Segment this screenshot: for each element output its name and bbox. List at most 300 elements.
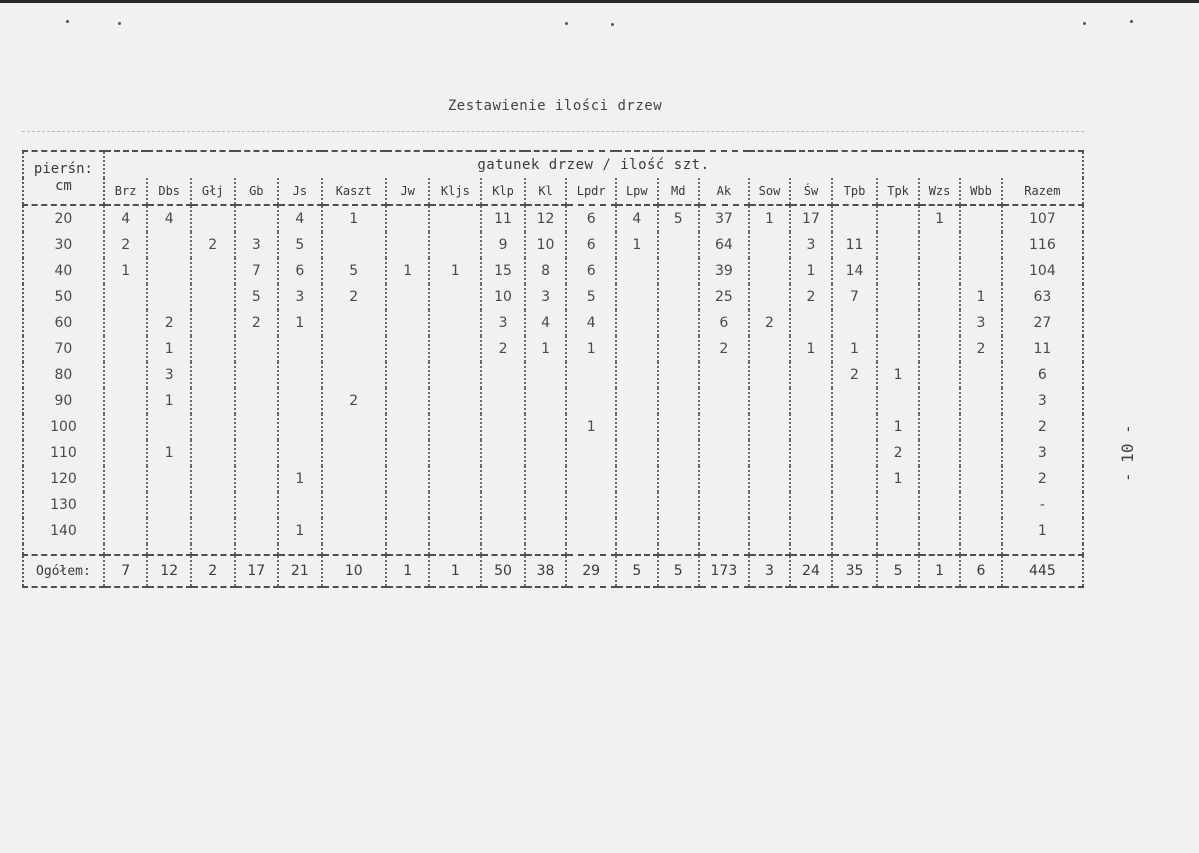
species-header-głj: Głj bbox=[191, 178, 235, 205]
count-cell bbox=[525, 466, 566, 492]
count-cell bbox=[566, 492, 616, 518]
count-cell bbox=[191, 518, 235, 544]
species-header-dbs: Dbs bbox=[147, 178, 191, 205]
count-cell bbox=[960, 232, 1001, 258]
count-cell: 6 bbox=[566, 258, 616, 284]
count-cell bbox=[429, 440, 481, 466]
total-cell: 50 bbox=[481, 555, 525, 587]
count-cell bbox=[616, 388, 657, 414]
count-cell bbox=[429, 466, 481, 492]
species-header-wzs: Wzs bbox=[919, 178, 960, 205]
count-cell bbox=[429, 518, 481, 544]
count-cell bbox=[322, 310, 386, 336]
count-cell bbox=[481, 466, 525, 492]
species-header-wbb: Wbb bbox=[960, 178, 1001, 205]
count-cell: 1 bbox=[877, 414, 918, 440]
count-cell bbox=[191, 336, 235, 362]
count-cell bbox=[919, 414, 960, 440]
count-cell: 11 bbox=[481, 205, 525, 232]
count-cell: 3 bbox=[960, 310, 1001, 336]
count-cell: 15 bbox=[481, 258, 525, 284]
count-cell: 6 bbox=[566, 232, 616, 258]
species-header-tpb: Tpb bbox=[832, 178, 878, 205]
count-cell: 1 bbox=[616, 232, 657, 258]
count-cell bbox=[147, 284, 191, 310]
count-cell bbox=[658, 440, 699, 466]
scan-speck bbox=[611, 23, 614, 26]
table-row bbox=[23, 232, 1083, 258]
count-cell bbox=[104, 414, 148, 440]
diameter-header bbox=[23, 151, 104, 205]
count-cell bbox=[235, 205, 279, 232]
count-cell: 12 bbox=[525, 205, 566, 232]
count-cell bbox=[616, 362, 657, 388]
count-cell bbox=[429, 414, 481, 440]
count-cell: 2 bbox=[832, 362, 878, 388]
count-cell: 11 bbox=[1002, 336, 1083, 362]
count-cell bbox=[877, 258, 918, 284]
count-cell bbox=[832, 492, 878, 518]
diameter-cell: 140 bbox=[23, 518, 104, 544]
count-cell bbox=[429, 492, 481, 518]
count-cell bbox=[658, 258, 699, 284]
count-cell bbox=[919, 362, 960, 388]
count-cell: 1 bbox=[147, 336, 191, 362]
spacer-cell bbox=[235, 544, 279, 555]
count-cell bbox=[386, 388, 430, 414]
count-cell bbox=[235, 336, 279, 362]
count-cell: 39 bbox=[699, 258, 749, 284]
count-cell bbox=[919, 336, 960, 362]
count-cell: 1 bbox=[832, 336, 878, 362]
count-cell: 1 bbox=[566, 414, 616, 440]
count-cell bbox=[658, 466, 699, 492]
count-cell: 17 bbox=[790, 205, 831, 232]
count-cell bbox=[749, 466, 790, 492]
totals-label: Ogółem: bbox=[23, 555, 104, 587]
scan-speck bbox=[118, 22, 121, 25]
count-cell bbox=[386, 492, 430, 518]
count-cell bbox=[429, 336, 481, 362]
table-row bbox=[23, 310, 1083, 336]
count-cell bbox=[877, 310, 918, 336]
diameter-cell: 120 bbox=[23, 466, 104, 492]
count-cell bbox=[386, 466, 430, 492]
count-cell bbox=[235, 518, 279, 544]
count-cell: 2 bbox=[191, 232, 235, 258]
count-cell: 1 bbox=[278, 310, 322, 336]
count-cell bbox=[191, 258, 235, 284]
count-cell: 1 bbox=[525, 336, 566, 362]
count-cell: 4 bbox=[525, 310, 566, 336]
species-header-brz: Brz bbox=[104, 178, 148, 205]
count-cell bbox=[525, 492, 566, 518]
count-cell: 25 bbox=[699, 284, 749, 310]
count-cell bbox=[566, 466, 616, 492]
count-cell: 107 bbox=[1002, 205, 1083, 232]
total-cell: 1 bbox=[386, 555, 430, 587]
count-cell bbox=[191, 388, 235, 414]
count-cell: 3 bbox=[235, 232, 279, 258]
count-cell bbox=[658, 414, 699, 440]
diameter-cell: 90 bbox=[23, 388, 104, 414]
count-cell bbox=[790, 466, 831, 492]
count-cell bbox=[790, 388, 831, 414]
count-cell bbox=[278, 336, 322, 362]
count-cell bbox=[658, 336, 699, 362]
count-cell bbox=[191, 440, 235, 466]
count-cell: 3 bbox=[147, 362, 191, 388]
total-cell: 12 bbox=[147, 555, 191, 587]
total-cell: 35 bbox=[832, 555, 878, 587]
count-cell bbox=[429, 232, 481, 258]
count-cell bbox=[322, 414, 386, 440]
count-cell bbox=[832, 440, 878, 466]
spacer-cell bbox=[699, 544, 749, 555]
table-row bbox=[23, 362, 1083, 388]
count-cell: 10 bbox=[525, 232, 566, 258]
count-cell: 5 bbox=[278, 232, 322, 258]
count-cell: 37 bbox=[699, 205, 749, 232]
count-cell bbox=[278, 414, 322, 440]
count-cell: 9 bbox=[481, 232, 525, 258]
scan-top-edge bbox=[0, 0, 1199, 3]
spacer-cell bbox=[23, 544, 104, 555]
total-cell: 445 bbox=[1002, 555, 1083, 587]
count-cell: 6 bbox=[699, 310, 749, 336]
count-cell bbox=[960, 205, 1001, 232]
count-cell bbox=[566, 388, 616, 414]
count-cell: 2 bbox=[481, 336, 525, 362]
table-row bbox=[23, 388, 1083, 414]
title-rule bbox=[22, 131, 1084, 132]
count-cell bbox=[322, 362, 386, 388]
count-cell: 2 bbox=[104, 232, 148, 258]
count-cell bbox=[386, 518, 430, 544]
count-cell bbox=[699, 518, 749, 544]
count-cell bbox=[481, 414, 525, 440]
total-cell: 10 bbox=[322, 555, 386, 587]
count-cell: 7 bbox=[235, 258, 279, 284]
count-cell: 4 bbox=[147, 205, 191, 232]
spacer-cell bbox=[429, 544, 481, 555]
total-cell: 173 bbox=[699, 555, 749, 587]
count-cell: 3 bbox=[278, 284, 322, 310]
count-cell bbox=[235, 492, 279, 518]
count-cell bbox=[278, 388, 322, 414]
totals-row bbox=[23, 555, 1083, 587]
count-cell bbox=[481, 362, 525, 388]
count-cell bbox=[877, 492, 918, 518]
count-cell bbox=[877, 336, 918, 362]
count-cell bbox=[699, 362, 749, 388]
count-cell bbox=[235, 362, 279, 388]
count-cell bbox=[525, 388, 566, 414]
species-header-razem: Razem bbox=[1002, 178, 1083, 205]
count-cell bbox=[278, 440, 322, 466]
spacer-cell bbox=[191, 544, 235, 555]
tree-count-table-container bbox=[22, 150, 1084, 636]
species-header-sow: Sow bbox=[749, 178, 790, 205]
count-cell bbox=[790, 492, 831, 518]
count-cell bbox=[749, 258, 790, 284]
spacer-cell bbox=[832, 544, 878, 555]
spacer-cell bbox=[790, 544, 831, 555]
count-cell bbox=[191, 466, 235, 492]
count-cell: 2 bbox=[877, 440, 918, 466]
count-cell bbox=[749, 388, 790, 414]
count-cell: 2 bbox=[235, 310, 279, 336]
total-cell: 1 bbox=[429, 555, 481, 587]
count-cell bbox=[658, 388, 699, 414]
header-row bbox=[23, 151, 1083, 178]
count-cell bbox=[104, 310, 148, 336]
diameter-cell: 20 bbox=[23, 205, 104, 232]
count-cell bbox=[960, 388, 1001, 414]
count-cell: 3 bbox=[481, 310, 525, 336]
count-cell bbox=[960, 440, 1001, 466]
count-cell bbox=[832, 518, 878, 544]
count-cell bbox=[749, 232, 790, 258]
tree-count-table bbox=[22, 150, 1084, 588]
diameter-cell: 130 bbox=[23, 492, 104, 518]
count-cell bbox=[658, 284, 699, 310]
count-cell bbox=[699, 388, 749, 414]
count-cell bbox=[147, 466, 191, 492]
count-cell bbox=[616, 492, 657, 518]
species-header-lpw: Lpw bbox=[616, 178, 657, 205]
count-cell bbox=[616, 414, 657, 440]
count-cell: 1 bbox=[960, 284, 1001, 310]
species-group-title: gatunek drzew / ilość szt. bbox=[104, 151, 1083, 178]
count-cell bbox=[919, 518, 960, 544]
count-cell bbox=[481, 518, 525, 544]
count-cell bbox=[386, 414, 430, 440]
table-row bbox=[23, 284, 1083, 310]
count-cell: 6 bbox=[278, 258, 322, 284]
count-cell: 14 bbox=[832, 258, 878, 284]
total-cell: 6 bbox=[960, 555, 1001, 587]
species-header-lpdr: Lpdr bbox=[566, 178, 616, 205]
count-cell: 2 bbox=[322, 284, 386, 310]
count-cell bbox=[749, 336, 790, 362]
spacer-cell bbox=[877, 544, 918, 555]
count-cell bbox=[616, 310, 657, 336]
count-cell bbox=[104, 284, 148, 310]
diameter-cell: 110 bbox=[23, 440, 104, 466]
count-cell: 5 bbox=[322, 258, 386, 284]
count-cell bbox=[235, 414, 279, 440]
count-cell bbox=[429, 205, 481, 232]
table-row bbox=[23, 414, 1083, 440]
page-title: Zestawienie ilości drzew bbox=[447, 98, 663, 114]
count-cell: 4 bbox=[104, 205, 148, 232]
count-cell bbox=[104, 492, 148, 518]
species-header-jw: Jw bbox=[386, 178, 430, 205]
count-cell: 2 bbox=[790, 284, 831, 310]
total-cell: 1 bbox=[919, 555, 960, 587]
species-header-św: Św bbox=[790, 178, 831, 205]
count-cell bbox=[877, 518, 918, 544]
spacer-cell bbox=[386, 544, 430, 555]
count-cell bbox=[278, 362, 322, 388]
count-cell: 1 bbox=[322, 205, 386, 232]
count-cell bbox=[566, 440, 616, 466]
count-cell bbox=[104, 336, 148, 362]
count-cell: 3 bbox=[525, 284, 566, 310]
count-cell bbox=[749, 492, 790, 518]
count-cell: 1 bbox=[919, 205, 960, 232]
count-cell bbox=[235, 440, 279, 466]
table-row bbox=[23, 258, 1083, 284]
count-cell bbox=[790, 310, 831, 336]
count-cell: 4 bbox=[616, 205, 657, 232]
count-cell: 2 bbox=[1002, 414, 1083, 440]
count-cell bbox=[832, 388, 878, 414]
count-cell: 8 bbox=[525, 258, 566, 284]
scan-speck bbox=[1083, 22, 1086, 25]
count-cell bbox=[481, 440, 525, 466]
spacer-row bbox=[23, 544, 1083, 555]
count-cell bbox=[386, 284, 430, 310]
table-row bbox=[23, 205, 1083, 232]
count-cell bbox=[699, 440, 749, 466]
table-row bbox=[23, 518, 1083, 544]
count-cell: 2 bbox=[749, 310, 790, 336]
count-cell bbox=[147, 518, 191, 544]
count-cell bbox=[832, 310, 878, 336]
total-cell: 17 bbox=[235, 555, 279, 587]
scan-speck bbox=[565, 22, 568, 25]
count-cell bbox=[322, 518, 386, 544]
count-cell bbox=[429, 284, 481, 310]
count-cell: 1 bbox=[147, 388, 191, 414]
total-cell: 38 bbox=[525, 555, 566, 587]
count-cell bbox=[429, 362, 481, 388]
species-header-ak: Ak bbox=[699, 178, 749, 205]
table-row bbox=[23, 492, 1083, 518]
spacer-cell bbox=[566, 544, 616, 555]
count-cell: 4 bbox=[566, 310, 616, 336]
count-cell bbox=[104, 518, 148, 544]
count-cell: 2 bbox=[699, 336, 749, 362]
count-cell bbox=[386, 440, 430, 466]
count-cell bbox=[877, 205, 918, 232]
count-cell bbox=[147, 232, 191, 258]
count-cell: 2 bbox=[322, 388, 386, 414]
diameter-cell: 60 bbox=[23, 310, 104, 336]
count-cell bbox=[790, 414, 831, 440]
count-cell bbox=[429, 310, 481, 336]
count-cell bbox=[481, 492, 525, 518]
count-cell bbox=[749, 518, 790, 544]
count-cell bbox=[658, 518, 699, 544]
spacer-cell bbox=[960, 544, 1001, 555]
total-cell: 21 bbox=[278, 555, 322, 587]
count-cell bbox=[386, 362, 430, 388]
count-cell bbox=[566, 518, 616, 544]
count-cell bbox=[147, 258, 191, 284]
count-cell bbox=[877, 232, 918, 258]
count-cell: 5 bbox=[566, 284, 616, 310]
diameter-cell: 100 bbox=[23, 414, 104, 440]
diameter-cell: 80 bbox=[23, 362, 104, 388]
count-cell bbox=[147, 414, 191, 440]
diameter-label: pierśn: bbox=[33, 161, 93, 177]
scan-speck bbox=[66, 20, 69, 23]
count-cell bbox=[919, 466, 960, 492]
count-cell bbox=[919, 388, 960, 414]
count-cell: 27 bbox=[1002, 310, 1083, 336]
count-cell bbox=[749, 440, 790, 466]
count-cell bbox=[386, 205, 430, 232]
count-cell: 2 bbox=[1002, 466, 1083, 492]
count-cell bbox=[322, 466, 386, 492]
count-cell bbox=[749, 362, 790, 388]
diameter-cell: 50 bbox=[23, 284, 104, 310]
count-cell bbox=[616, 284, 657, 310]
count-cell bbox=[191, 492, 235, 518]
count-cell bbox=[832, 466, 878, 492]
count-cell bbox=[104, 466, 148, 492]
table-row bbox=[23, 466, 1083, 492]
count-cell: 116 bbox=[1002, 232, 1083, 258]
count-cell bbox=[525, 440, 566, 466]
count-cell bbox=[960, 466, 1001, 492]
count-cell: 1 bbox=[104, 258, 148, 284]
count-cell: - bbox=[1002, 492, 1083, 518]
count-cell: 1 bbox=[278, 518, 322, 544]
species-header-js: Js bbox=[278, 178, 322, 205]
total-cell: 2 bbox=[191, 555, 235, 587]
spacer-cell bbox=[278, 544, 322, 555]
table-row bbox=[23, 440, 1083, 466]
count-cell: 1 bbox=[1002, 518, 1083, 544]
table-row bbox=[23, 336, 1083, 362]
count-cell bbox=[525, 414, 566, 440]
spacer-cell bbox=[525, 544, 566, 555]
count-cell bbox=[790, 518, 831, 544]
count-cell bbox=[104, 440, 148, 466]
count-cell: 3 bbox=[1002, 440, 1083, 466]
count-cell: 6 bbox=[566, 205, 616, 232]
count-cell bbox=[191, 205, 235, 232]
count-cell bbox=[616, 440, 657, 466]
species-header-kaszt: Kaszt bbox=[322, 178, 386, 205]
count-cell: 104 bbox=[1002, 258, 1083, 284]
count-cell bbox=[960, 492, 1001, 518]
diameter-cell: 30 bbox=[23, 232, 104, 258]
count-cell bbox=[191, 310, 235, 336]
count-cell bbox=[960, 518, 1001, 544]
count-cell bbox=[278, 492, 322, 518]
diameter-cell: 70 bbox=[23, 336, 104, 362]
count-cell bbox=[658, 492, 699, 518]
spacer-cell bbox=[749, 544, 790, 555]
count-cell bbox=[960, 414, 1001, 440]
count-cell bbox=[616, 518, 657, 544]
count-cell bbox=[616, 336, 657, 362]
count-cell bbox=[919, 492, 960, 518]
count-cell: 5 bbox=[235, 284, 279, 310]
count-cell bbox=[832, 414, 878, 440]
total-cell: 7 bbox=[104, 555, 148, 587]
count-cell bbox=[616, 258, 657, 284]
species-header-tpk: Tpk bbox=[877, 178, 918, 205]
count-cell: 1 bbox=[877, 362, 918, 388]
count-cell bbox=[877, 284, 918, 310]
spacer-cell bbox=[616, 544, 657, 555]
